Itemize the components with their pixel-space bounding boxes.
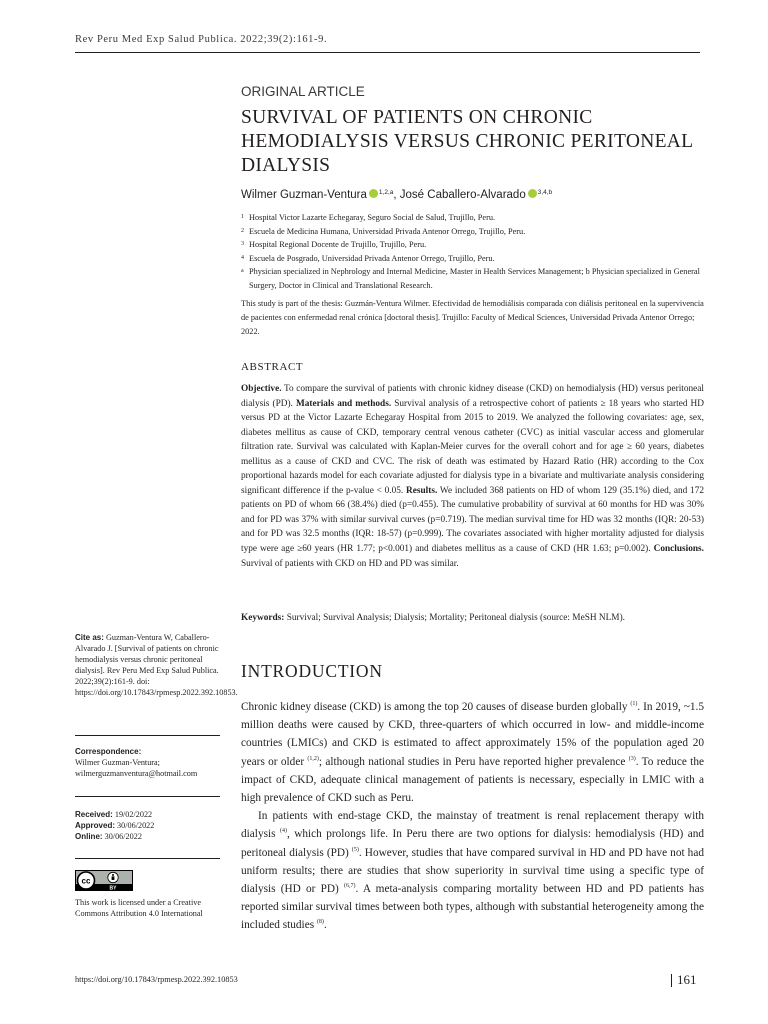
author-separator: ,	[393, 189, 397, 201]
author-name: Wilmer Guzman-Ventura	[241, 189, 367, 201]
orcid-icon[interactable]	[528, 189, 537, 198]
correspondence-email[interactable]: wilmerguzmanventura@hotmail.com	[75, 769, 198, 778]
affiliation-item: a Physician specialized in Nephrology and Internal Medicine, Master in Health Services Management; b Physician specialized in General Surgery, Doctor in Clinical and Translational Research.	[241, 267, 700, 290]
cite-label: Cite as:	[75, 633, 104, 642]
by-text: BY	[109, 885, 117, 891]
thesis-note: This study is part of the thesis: Guzmán-Ventura Wilmer. Efectividad de hemodiálisis comparada con diálisis peritoneal en la supervivencia de pacientes con enfermedad renal crónica [doctoral thesis]. Trujillo: Faculty of Medical Sciences, Universidad Privada Antenor Orrego; 2022.	[241, 299, 704, 336]
running-head: Rev Peru Med Exp Salud Publica. 2022;39(2):161-9.	[75, 34, 328, 45]
paragraph: In patients with end-stage CKD, the mainstay of treatment is renal replacement therapy with dialysis $^{(4)}$, which prolongs life. In Peru there are two options for dialysis: hemodialysis (HD) and peritoneal dialysis (PD) $^{(5)}$. However, studies that have compared survival in HD and PD have not had uniform results; there are studies that show superiority in survival time using a specific type of dialysis (HD or PD) $^{(6,7)}$. A meta-analysis comparing mortality between HD and PD patients has reported similar survival times between both types, although with substantial heterogeneity among the included studies $^{(8)}$.	[241, 810, 705, 932]
author-name: José Caballero-Alvarado	[399, 189, 526, 201]
footer-doi[interactable]: https://doi.org/10.17843/rpmesp.2022.392.10853	[75, 975, 238, 984]
author-list	[241, 189, 552, 201]
footer-divider	[671, 974, 672, 987]
dates: Received: 19/02/2022 Approved: 30/06/2022 Online: 30/06/2022	[75, 810, 155, 841]
affiliation-item: 3 Hospital Regional Docente de Trujillo, Trujillo, Peru.	[241, 240, 427, 249]
sidebar-rule	[75, 796, 220, 797]
author-affil: 3,4,b	[537, 189, 553, 196]
section-label: ORIGINAL ARTICLE	[241, 84, 365, 99]
cc-logo-text: cc	[81, 876, 91, 886]
paragraph: Chronic kidney disease (CKD) is among the top 20 causes of disease burden globally $^{(1)}$. In 2019, ~1.5 million deaths were caused by CKD, three-quarters of which occurred in low- and middle-income countries (LMICs) and CKD is estimated to affect approximately 15% of the population aged 20 years or older $^{(1,2)}$; although national studies in Peru have reported higher prevalence $^{(3)}$. To reduce the impact of CKD, adequate clinical management of patients is necessary, especially in LMIC with a high prevalence of CKD such as Peru.	[241, 701, 704, 805]
title-line: SURVIVAL OF PATIENTS ON CHRONIC	[241, 107, 593, 128]
license-text: This work is licensed under a Creative Commons Attribution 4.0 International	[75, 898, 203, 918]
sidebar-rule	[75, 858, 220, 859]
article-title	[241, 106, 711, 178]
abstract-label: Conclusions.	[653, 544, 704, 555]
correspondence-name: Wilmer Guzman-Ventura;	[75, 758, 160, 767]
approved-label: Approved:	[75, 821, 115, 830]
title-line: DIALYSIS	[241, 155, 331, 176]
abstract-label: Objective.	[241, 384, 282, 394]
received-label: Received:	[75, 810, 113, 819]
correspondence	[75, 746, 222, 779]
keywords-label: Keywords:	[241, 613, 285, 623]
page-number: 161	[677, 972, 697, 987]
abstract-heading: ABSTRACT	[241, 361, 304, 373]
sidebar-rule	[75, 735, 220, 736]
abstract-text: Objective. To compare the survival of patients with chronic kidney disease (CKD) on hemodialysis (HD) versus peritoneal dialysis (PD). Materials and methods. Survival analysis of a retrospective cohort of patients ≥ 18 years who started HD versus PD at the Victor Lazarte Echegaray Hospital from 2015 to 2019. We analyzed the following covariates: age, sex, diabetes mellitus as cause of CKD, temporary central venous catheter (CVC) as initial vascular access and glomerular filtration rate. Survival was calculated with Kaplan-Meier curves for the overall cohort and for age ≥ 60 years, diabetes mellitus as a cause of CKD and CVC. The risk of death was estimated by Hazard Ratio (HR) according to the Cox proportional hazards model for each covariate adjusted for dialysis type in a bivariate and multivariate analysis considering significant difference if the p-value < 0.05. Results. We included 368 patients on HD of whom 129 (35.1%) died, and 172 patients on PD of whom 66 (38.4%) died (p=0.455). The cumulative probability of survival at 60 months for HD was 30% and for PD was 37% with similar survival curves (p=0.719). The median survival time for HD was 32 months (IQR: 20-53) and for PD was 32.5 months (IQR: 18-57) (p=0.999). The covariates associated with higher mortality adjusted for dialysis type were age ≥60 years (HR 1.77; p<0.001) and diabetes mellitus as a cause of CKD (HR 1.63; p=0.002). Conclusions. Survival of patients with CKD on HD and PD was similar.	[241, 384, 704, 569]
author-affil: 1,2,a	[378, 189, 394, 196]
orcid-icon[interactable]	[369, 189, 378, 198]
abstract-label: Results.	[406, 485, 438, 496]
section-heading: INTRODUCTION	[241, 661, 383, 681]
citation[interactable]: (1)	[630, 701, 638, 707]
affiliations	[241, 211, 701, 292]
keywords: Keywords: Survival; Survival Analysis; Dialysis; Mortality; Peritoneal dialysis (source: MeSH NLM).	[241, 613, 625, 623]
citation[interactable]: (6,7)	[344, 883, 356, 890]
citation[interactable]: (8)	[316, 919, 324, 926]
affiliation-item: 4 Escuela de Posgrado, Universidad Privada Antenor Orrego, Trujillo, Peru.	[241, 253, 495, 263]
online-label: Online:	[75, 832, 103, 841]
cc-by-license-icon[interactable]	[75, 870, 133, 891]
citation[interactable]: (3)	[628, 755, 636, 762]
citation[interactable]: (4)	[279, 828, 287, 835]
body-text	[241, 698, 704, 935]
citation[interactable]: (5)	[351, 846, 359, 853]
header-rule	[75, 52, 700, 53]
abstract-label: Materials and methods.	[295, 398, 392, 409]
affiliation-item: 1 Hospital Victor Lazarte Echegaray, Seguro Social de Salud, Trujillo, Peru.	[241, 213, 496, 222]
correspondence-label: Correspondence:	[75, 747, 142, 756]
affiliation-item: 2 Escuela de Medicina Humana, Universidad Privada Antenor Orrego, Trujillo, Peru.	[241, 226, 526, 236]
title-line: HEMODIALYSIS VERSUS CHRONIC PERITONEAL	[241, 131, 694, 152]
cite-as: Cite as: Guzman-Ventura W, Caballero-Alvarado J. [Survival of patients on chronic hemodialysis versus chronic peritoneal dialysis]. Rev Peru Med Exp Salud Publica. 2022;39(2):161-9. doi: https://doi.org/10.17843/rpmesp.2022.392.10853.	[75, 633, 238, 697]
citation[interactable]: (1,2)	[307, 755, 319, 762]
